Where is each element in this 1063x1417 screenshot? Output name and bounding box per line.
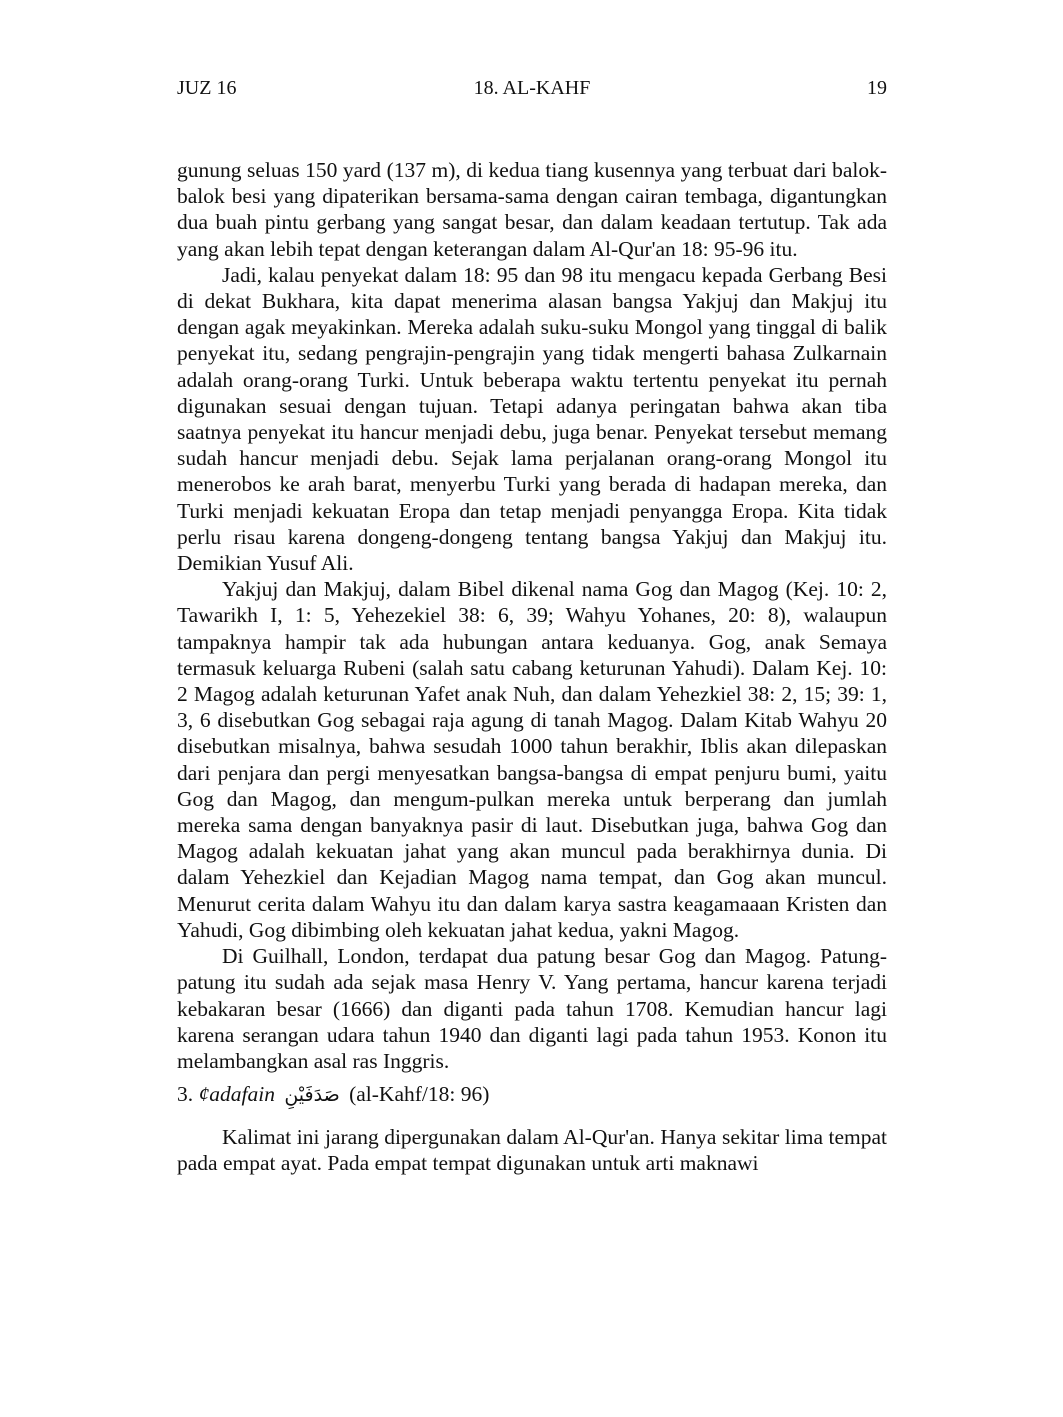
paragraph-continuation: gunung seluas 150 yard (137 m), di kedua tiang kusennya yang terbuat dari balok-balok besi yang dipaterikan bersama-sama dengan cairan tembaga, digantungkan dua buah pintu gerbang yang sangat besar, dan dalam keadaan tertutup. Tak ada yang akan lebih tepat dengan keterangan dalam Al-Qur'an 18: 95-96 itu. bbox=[177, 158, 887, 261]
section-heading bbox=[177, 1074, 887, 1114]
page-body bbox=[177, 157, 887, 1177]
paragraph-closing: Kalimat ini jarang dipergunakan dalam Al-Qur'an. Hanya sekitar lima tempat pada empat ayat. Pada empat tempat digunakan untuk arti maknawi bbox=[177, 1125, 887, 1176]
section-term: ¢adafain bbox=[198, 1082, 275, 1107]
section-number: 3. bbox=[177, 1082, 194, 1107]
section-reference: (al-Kahf/18: 96) bbox=[349, 1082, 490, 1107]
page-header bbox=[177, 74, 887, 102]
paragraph-gog-magog-bibel: Yakjuj dan Makjuj, dalam Bibel dikenal nama Gog dan Magog (Kej. 10: 2, Tawarikh I, 1: 5, Yehezekiel 38: 6, 39; Wahyu Yohanes, 20: 8), walaupun tampaknya hampir tak ada hubungan antara keduanya. Gog, anak Semaya termasuk keluarga Rubeni (salah satu cabang keturunan Yahudi). Dalam Kej. 10: 2 Magog adalah keturunan Yafet anak Nuh, dan dalam Yehezkiel 38: 2, 15; 39: 1, 3, 6 disebutkan Gog sebagai raja agung di tanah Magog. Dalam Kitab Wahyu 20 disebutkan misalnya, bahwa sesudah 1000 tahun berakhir, Iblis akan dilepaskan dari penjara dan pergi menyesatkan bangsa-bangsa di empat penjuru bumi, yaitu Gog dan Magog, dan mengum-pulkan mereka untuk berperang dan jumlah mereka sama dengan banyaknya pasir di laut. Disebutkan juga, bahwa Gog dan Magog adalah kekuatan jahat yang akan muncul pada berakhirnya dunia. Di dalam Yehezkiel dan Kejadian Magog nama tempat, dan Gog akan muncul. Menurut cerita dalam Wahyu itu dan dalam karya sastra keagamaaan Kristen dan Yahudi, Gog dibimbing oleh kekuatan jahat kedua, yakni Magog. bbox=[177, 577, 887, 942]
surah-title: 18. AL-KAHF bbox=[473, 77, 591, 99]
section-arabic-word: صَدَفَيْنِ bbox=[284, 1084, 340, 1107]
juz-label: JUZ 16 bbox=[177, 77, 237, 99]
spacer bbox=[177, 1114, 887, 1124]
paragraph-guildhall: Di Guilhall, London, terdapat dua patung besar Gog dan Magog. Patung-patung itu sudah ada sejak masa Henry V. Yang pertama, hancur karena terjadi kebakaran besar (1666) dan diganti pada tahun 1708. Kemudian hancur lagi karena serangan udara tahun 1940 dan diganti lagi pada tahun 1953. Konon itu melambangkan asal ras Inggris. bbox=[177, 944, 887, 1073]
paragraph-gerbang-besi: Jadi, kalau penyekat dalam 18: 95 dan 98 itu mengacu kepada Gerbang Besi di dekat Bukhara, kita dapat menerima alasan bangsa Yakjuj dan Makjuj itu dengan agak meyakinkan. Mereka adalah suku-suku Mongol yang tinggal di balik penyekat itu, sedang pengrajin-pengrajin yang tidak mengerti bahasa Zulkarnain adalah orang-orang Turki. Untuk beberapa waktu tertentu penyekat itu pernah digunakan sesuai dengan tujuan. Tetapi adanya peringatan bahwa akan tiba saatnya penyekat itu hancur menjadi debu, juga benar. Penyekat tersebut memang sudah hancur menjadi debu. Sejak lama perjalanan orang-orang Mongol itu menerobos ke arah barat, menyerbu Turki yang berada di hadapan mereka, dan Turki menjadi kekuatan Eropa dan tetap menjadi penyangga Eropa. Kita tidak perlu risau karena dongeng-dongeng tentang bangsa Yakjuj dan Makjuj itu. Demikian Yusuf Ali. bbox=[177, 262, 887, 576]
page-number: 19 bbox=[867, 77, 887, 99]
